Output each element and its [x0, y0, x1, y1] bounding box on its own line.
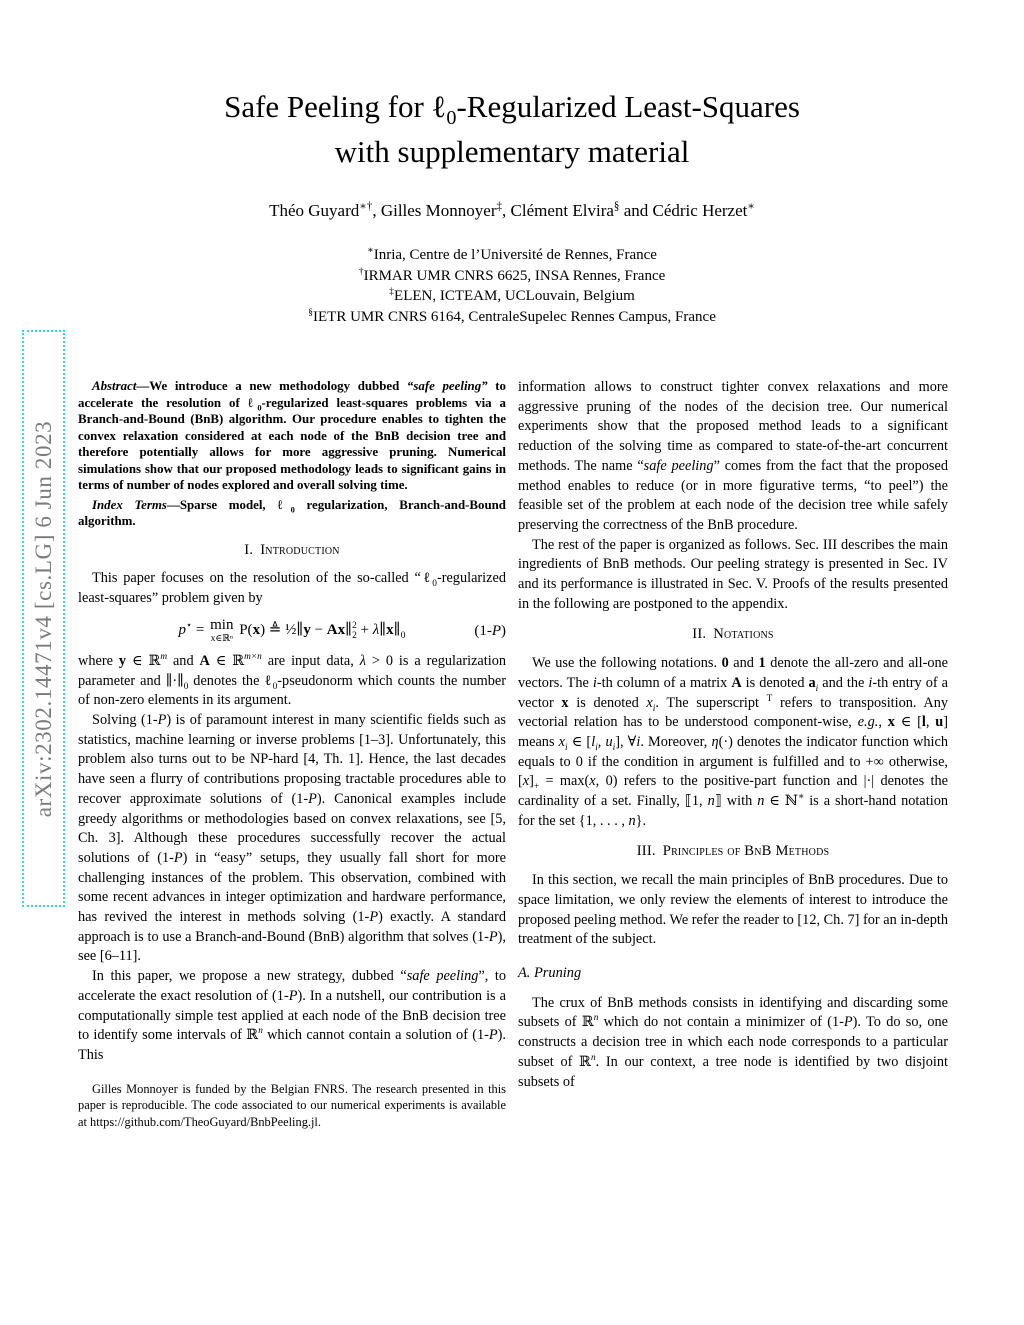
section-title: Introduction [260, 541, 340, 558]
section-heading-principles [518, 842, 948, 862]
affiliation-line: §IETR UMR CNRS 6164, CentraleSupelec Rennes Campus, France [308, 306, 716, 325]
subsection-heading-pruning: A. Pruning [518, 964, 582, 981]
paragraph-principles: In this section, we recall the main principles of BnB procedures. Due to space limitation, we only review the elements of interest to introduce the proposed peeling method. We refer the reader to [12, Ch. 7] for an in-depth treatment of the subject. [518, 872, 948, 948]
paper-title-line1: Safe Peeling for ℓ$_0$-Regularized Least-Squares [224, 89, 800, 130]
abstract-paragraph: Abstract—We introduce a new methodology dubbed “safe peeling” to accelerate the resolution of ℓ$_0$-regularized least-squares problems via a Branch-and-Bound (BnB) algorithm. Our procedure enables to tighten the convex relaxation considered at each node of the BnB decision tree and therefore potentially allows for more aggressive pruning. Numerical simulations show that our proposed methodology leads to significant gains in terms of number of nodes explored and overall solving time. [78, 379, 506, 492]
arxiv-stamp-box [22, 330, 65, 907]
section-heading-introduction [78, 541, 506, 561]
section-number: II. [692, 626, 707, 643]
section-title: Notations [713, 626, 774, 643]
affiliation-line: ‡ELEN, ICTEAM, UCLouvain, Belgium [389, 286, 635, 304]
affiliation-line: ∗Inria, Centre de l’Université de Rennes, France [367, 245, 657, 263]
paper-title-line2: with supplementary material [334, 134, 690, 169]
paragraph-crux: The crux of BnB methods consists in identifying and discarding some subsets of ℝ$^n$ which do not contain a minimizer of (1-P). To do so, one constructs a decision tree in which each node corresponds to a particular subset of ℝ$^n$. In our context, a tree node is identified by two disjoint subsets of [518, 994, 949, 1090]
arxiv-stamp-text: arXiv:2302.14471v4 [cs.LG] 6 Jun 2023 [30, 420, 56, 817]
equation-1 [78, 618, 506, 644]
section-title: Principles of BnB Methods [662, 843, 830, 860]
affiliation-line: †IRMAR UMR CNRS 6625, INSA Rennes, France [358, 265, 666, 284]
equation-tag: (1-P) [474, 622, 506, 639]
column-left [78, 378, 506, 1143]
paragraph-solving: Solving (1-P) is of paramount interest in many scientific fields such as statistics, machine learning or inverse problems [1–3]. Unfortunately, this problem also turns out to be NP-hard [4, Th. 1]. Hence, the last decades have seen a flurry of contributions proposing tractable procedures able to recover approximate solutions of (1-P). Canonical examples include greedy algorithms or methodologies based on convex relaxations, see [5, Ch. 3]. Although these procedures successfully recover the actual solutions of (1-P) in “easy” setups, they usually fall short for more challenging instances of the problem. This observation, combined with some recent advances in integer optimization and hardware performance, has revived the interest in methods solving (1-P) exactly. A standard approach is to use a Branch-and-Bound (BnB) algorithm that solves (1-P), see [6–11]. [78, 712, 507, 965]
index-terms: Index Terms—Sparse model, ℓ$_0$ regularization, Branch-and-Bound algorithm. [78, 497, 506, 528]
authors-line: Théo Guyard∗†, Gilles Monnoyer‡, Clément Elvira§ and Cédric Herzet∗ [269, 200, 755, 220]
paragraph-intro-lead: This paper focuses on the resolution of the so-called “ℓ$_0$-regularized least-squares” problem given by [78, 570, 506, 606]
paragraph-notations: We use the following notations. 0 and 1 denote the all-zero and all-one vectors. The i-th column of a matrix A is denoted $a_i$ and the i-th entry of a vector x is denoted $x_i$. The superscript $^T$ refers to transposition. Any vectorial relation has to be understood component-wise, e.g., x ∈ [l, u] means $x_i$ ∈ [$l_i$, $u_i$], ∀i. Moreover, η(·) denotes the indicator function which equals to 0 if the condition in argument is fulfilled and to +∞ otherwise, $[x]_+ = \max(x$, 0) refers to the positive-part function and |·| denotes the cardinality of a set. Finally, ⟦1, n⟧ with n ∈ ℕ∗ is a short-hand notation for the set {1, . . . , n}. [518, 655, 949, 829]
section-heading-notations [518, 625, 948, 645]
paragraph-rest-of-paper: The rest of the paper is organized as follows. Sec. III describes the main ingredients of BnB methods. Our peeling strategy is presented in Sec. IV and its performance is illustrated in Sec. V. Proofs of the results presented in the following are postponed to the appendix. [518, 536, 948, 612]
paragraph-information: information allows to construct tighter convex relaxations and more aggressive pruning of the nodes of the decision tree. Our numerical experiments show that the proposed method leads to a significant reduction of the solving time as compared to state-of-the-art concurrent methods. The name “safe peeling” comes from the fact that the proposed method enables to reduce (or in more figurative terms, “to peel”) the feasible set of the problem at each node of the decision tree while safely preserving the correctness of the BnB procedure. [518, 379, 948, 533]
section-number: III. [636, 843, 656, 860]
paper-title [0, 84, 1024, 174]
paragraph-in-this-paper: In this paper, we propose a new strategy, dubbed “safe peeling”, to accelerate the exact resolution of (1-P). In a nutshell, our contribution is a computationally simple test applied at each node of the BnB decision tree to identify some intervals of ℝ$^n$ which cannot contain a solution of (1-P). This [78, 968, 506, 1063]
funding-footnote: Gilles Monnoyer is funded by the Belgian FNRS. The research presented in this paper is reproducible. The code associated to our numerical experiments is available at https://github.com/TheoGuyard/BnbPeeling.jl. [78, 1081, 506, 1129]
column-right [518, 378, 948, 1092]
paragraph-where: where y ∈ ℝ$^m$ and A ∈ ℝ$^{m\times n}$ are input data, λ > 0 is a regularization parameter and $\parallel\cdot\parallel_0$ denotes the ℓ$_0$-pseudonorm which counts the number of non-zero elements in its argument. [78, 652, 506, 709]
equation-body: p⋆ = min x∈ℝⁿ P(x) ≜ ½∥y − Ax∥ 2 2 + $\lambda\parallel x\parallel_0$ [178, 616, 406, 644]
affiliations-block [0, 245, 1024, 327]
section-number: I. [244, 541, 254, 558]
